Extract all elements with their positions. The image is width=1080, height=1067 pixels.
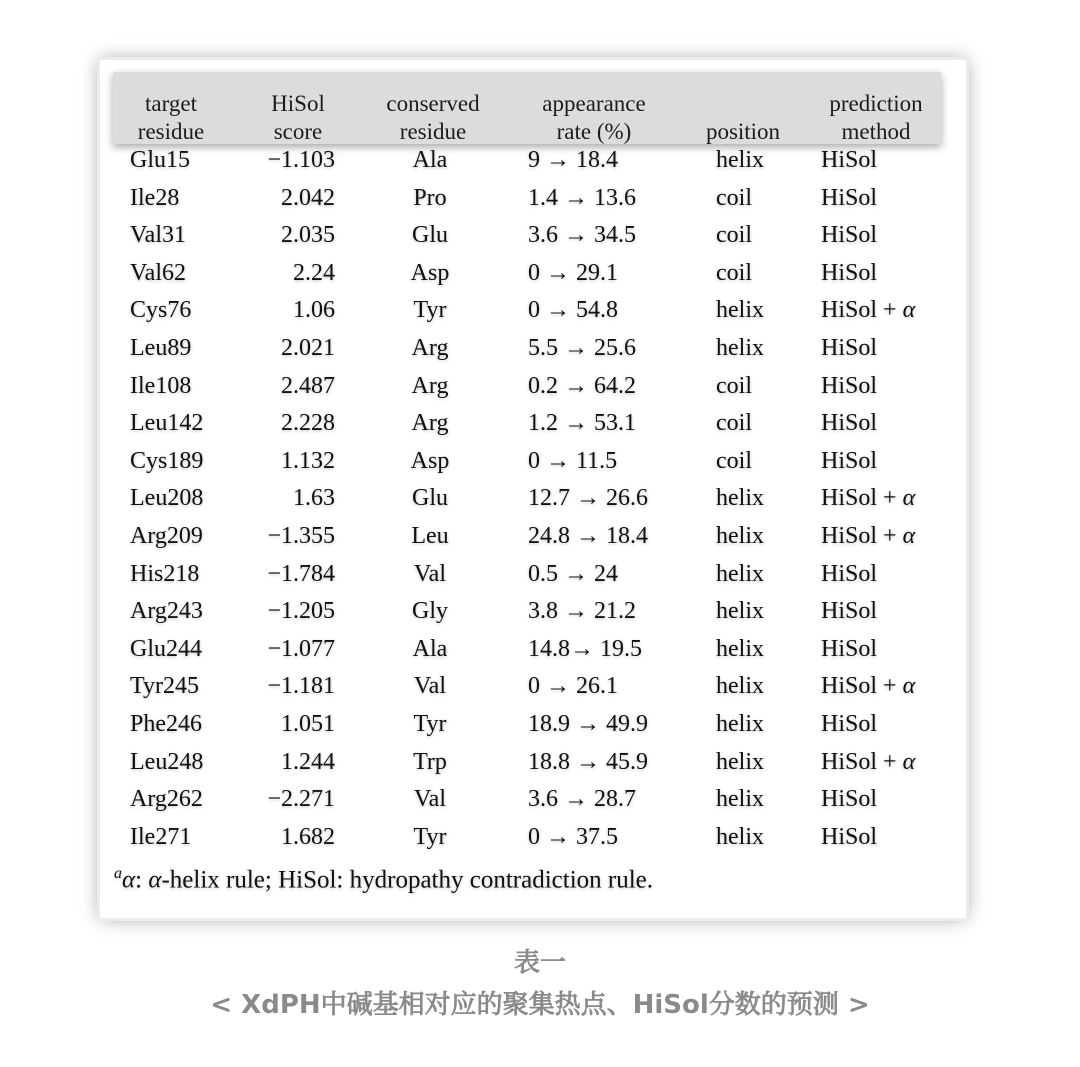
conserved-residue-cell: Glu [412,222,448,249]
hisol-score-cell: −1.181 [267,673,335,700]
conserved-residue-cell: Val [414,786,446,813]
table-row [100,332,966,370]
hisol-score-cell: −1.355 [267,522,335,549]
table-row [100,746,966,784]
prediction-method-cell: HiSol + α [821,522,916,549]
header-target-residue: target residue [137,91,205,144]
prediction-method-cell: HiSol [821,184,878,211]
position-cell: helix [716,823,764,850]
position-cell: coil [716,259,752,286]
appearance-rate-cell: 9 → 18.4 [528,147,618,173]
hisol-score-cell: 2.24 [293,259,335,286]
hisol-score-cell: 2.035 [281,222,335,249]
hisol-score-cell: 2.228 [281,410,335,437]
hisol-score-cell: 2.042 [281,184,335,211]
table-row [100,370,966,408]
footnote-alpha-2: α [148,866,162,894]
footnote-marker: a [114,865,122,882]
conserved-residue-cell: Gly [412,598,448,625]
target-residue-cell: Ile271 [130,823,192,850]
conserved-residue-cell: Pro [413,184,447,211]
appearance-rate-cell: 5.5 → 25.6 [528,334,636,361]
target-residue-cell: Arg262 [130,786,203,813]
appearance-rate-cell: 18.8 → 45.9 [528,748,648,775]
appearance-rate-cell: 0 → 11.5 [528,447,618,474]
hisol-score-cell: 1.244 [281,748,335,775]
target-residue-cell: His218 [130,560,200,587]
table-row [100,595,966,633]
table-row [100,520,966,558]
prediction-method-cell: HiSol [821,635,878,662]
position-cell: helix [716,334,764,361]
conserved-residue-cell: Asp [410,447,450,474]
hisol-score-cell: 2.487 [281,372,335,399]
target-residue-cell: Glu15 [130,147,190,173]
table-row [100,558,966,596]
target-residue-cell: Leu248 [130,748,204,775]
table-row [100,407,966,445]
target-residue-cell: Val62 [130,259,186,286]
position-cell: helix [716,710,764,737]
conserved-residue-cell: Trp [413,748,447,775]
appearance-rate-cell: 0 → 54.8 [528,297,618,324]
table-row [100,633,966,671]
position-cell: helix [716,598,764,625]
prediction-method-cell: HiSol [821,334,878,361]
table-row [100,445,966,483]
conserved-residue-cell: Val [414,673,446,700]
target-residue-cell: Cys76 [130,297,192,324]
target-residue-cell: Phe246 [130,710,202,737]
hisol-score-cell: −1.103 [267,147,335,173]
footnote-alpha: α [122,866,136,894]
table-row [100,821,966,859]
table-row [100,219,966,257]
conserved-residue-cell: Tyr [413,823,447,850]
footnote-text: -helix rule; HiSol: hydropathy contradiction rule. [161,866,654,894]
appearance-rate-cell: 1.2 → 53.1 [528,410,636,437]
appearance-rate-cell: 14.8→ 19.5 [528,635,642,662]
prediction-method-cell: HiSol [821,786,878,813]
target-residue-cell: Arg209 [130,522,203,549]
target-residue-cell: Ile108 [130,372,192,399]
appearance-rate-cell: 24.8 → 18.4 [528,522,648,549]
prediction-method-cell: HiSol + α [821,673,916,700]
prediction-method-cell: HiSol [821,259,878,286]
conserved-residue-cell: Arg [411,334,449,361]
conserved-residue-cell: Glu [412,485,448,512]
prediction-method-cell: HiSol [821,372,878,399]
table-row [100,708,966,746]
hisol-score-cell: 1.63 [293,485,335,512]
hisol-score-cell: 2.021 [281,334,335,361]
conserved-residue-cell: Asp [410,259,450,286]
position-cell: helix [716,147,764,173]
appearance-rate-cell: 0.5 → 24 [528,560,618,587]
appearance-rate-cell: 3.6 → 28.7 [528,786,636,813]
prediction-method-cell: HiSol [821,710,878,737]
appearance-rate-cell: 3.6 → 34.5 [528,222,636,249]
hisol-score-cell: 1.051 [281,710,335,737]
prediction-method-cell: HiSol [821,147,878,173]
footnote-colon: : [135,866,149,894]
data-table [100,60,966,918]
prediction-method-cell: HiSol [821,560,878,587]
hisol-score-cell: 1.682 [281,823,335,850]
table-row [100,482,966,520]
header-position: position [705,119,781,144]
target-residue-cell: Tyr245 [130,673,199,700]
caption-title: 表一 [513,948,566,978]
header-hisol-score: HiSol score [271,91,325,144]
table-footnote [114,865,653,894]
appearance-rate-cell: 0 → 37.5 [528,823,618,850]
prediction-method-cell: HiSol + α [821,748,916,775]
appearance-rate-cell: 0.2 → 64.2 [528,372,636,399]
header-prediction-method: prediction method [829,91,923,144]
appearance-rate-cell: 0 → 29.1 [528,259,618,286]
prediction-method-cell: HiSol [821,410,878,437]
hisol-score-cell: 1.132 [281,447,335,474]
hisol-score-cell: 1.06 [293,297,335,324]
conserved-residue-cell: Ala [412,147,448,173]
target-residue-cell: Leu208 [130,485,204,512]
position-cell: helix [716,522,764,549]
position-cell: helix [716,560,764,587]
position-cell: coil [716,372,752,399]
header-appearance-rate: appearance rate (%) [542,91,646,144]
caption-subtitle: < XdPH中碱基相对应的聚集热点、HiSol分数的预测 > [210,990,870,1020]
table-row [100,670,966,708]
hisol-score-cell: −2.271 [267,786,335,813]
table-row [100,182,966,220]
table-row [100,257,966,295]
hisol-score-cell: −1.077 [267,635,335,662]
position-cell: helix [716,786,764,813]
conserved-residue-cell: Arg [411,372,449,399]
target-residue-cell: Ile28 [130,184,180,211]
header-conserved-residue: conserved residue [386,91,480,144]
prediction-method-cell: HiSol [821,447,878,474]
position-cell: helix [716,297,764,324]
prediction-method-cell: HiSol + α [821,485,916,512]
appearance-rate-cell: 18.9 → 49.9 [528,710,648,737]
appearance-rate-cell: 3.8 → 21.2 [528,598,636,625]
position-cell: helix [716,673,764,700]
target-residue-cell: Arg243 [130,598,203,625]
appearance-rate-cell: 0 → 26.1 [528,673,618,700]
prediction-method-cell: HiSol [821,823,878,850]
target-residue-cell: Val31 [130,222,186,249]
position-cell: coil [716,410,752,437]
conserved-residue-cell: Ala [412,635,448,662]
conserved-residue-cell: Arg [411,410,449,437]
position-cell: helix [716,485,764,512]
prediction-method-cell: HiSol + α [821,297,916,324]
prediction-method-cell: HiSol [821,222,878,249]
table-header [113,72,941,144]
target-residue-cell: Cys189 [130,447,204,474]
position-cell: coil [716,184,752,211]
prediction-method-cell: HiSol [821,598,878,625]
appearance-rate-cell: 12.7 → 26.6 [528,485,648,512]
target-residue-cell: Leu89 [130,334,192,361]
conserved-residue-cell: Val [414,560,446,587]
table-row [100,144,966,182]
table-row [100,294,966,332]
target-residue-cell: Glu244 [130,635,202,662]
conserved-residue-cell: Tyr [413,297,447,324]
hisol-score-cell: −1.205 [267,598,335,625]
conserved-residue-cell: Tyr [413,710,447,737]
hisol-score-cell: −1.784 [267,560,335,587]
position-cell: coil [716,222,752,249]
position-cell: helix [716,635,764,662]
conserved-residue-cell: Leu [411,522,449,549]
appearance-rate-cell: 1.4 → 13.6 [528,184,636,211]
table-body [100,144,966,858]
target-residue-cell: Leu142 [130,410,204,437]
position-cell: coil [716,447,752,474]
position-cell: helix [716,748,764,775]
table-row [100,783,966,821]
